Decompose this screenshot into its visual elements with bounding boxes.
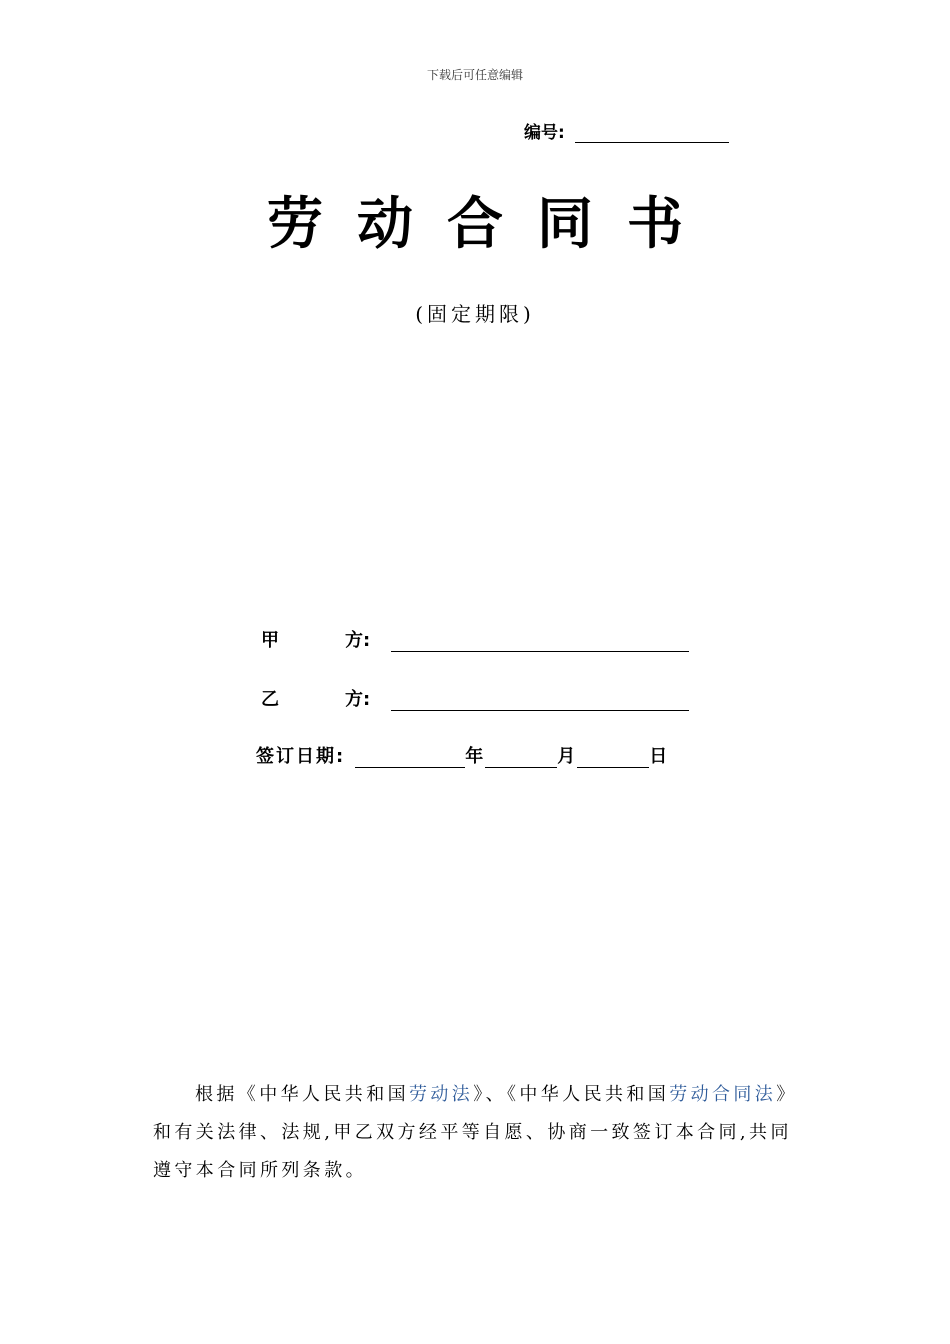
month-blank[interactable] (485, 747, 557, 768)
day-blank[interactable] (577, 747, 649, 768)
party-a-label: 甲 (261, 630, 279, 651)
labor-law-link[interactable]: 劳动法 (409, 1084, 474, 1105)
party-a-colon: 方: (345, 630, 371, 651)
sign-date-row (256, 742, 669, 768)
labor-contract-law-link[interactable]: 劳动合同法 (669, 1084, 777, 1105)
month-label: 月 (557, 746, 578, 767)
party-b-blank[interactable] (391, 690, 689, 711)
document-title: 劳动合同书 (267, 192, 717, 257)
year-label: 年 (465, 746, 486, 767)
day-label: 日 (649, 746, 670, 767)
preamble-text-1: 根据《中华人民共和国 (195, 1084, 409, 1105)
party-b-row (261, 685, 689, 711)
party-b-colon: 方: (345, 689, 371, 710)
serial-number (524, 118, 729, 143)
year-blank[interactable] (355, 747, 465, 768)
serial-blank[interactable] (575, 124, 729, 143)
sign-date-label: 签订日期: (256, 746, 346, 767)
preamble-text-3: 》和有关法律、法规,甲乙双方经平等自愿、协商一致签订本合同,共同遵守本合同所列条款。 (153, 1084, 798, 1181)
party-a-blank[interactable] (391, 631, 689, 652)
header-note: 下载后可任意编辑 (426, 68, 523, 82)
preamble-paragraph (153, 1076, 808, 1190)
party-a-row (261, 626, 689, 652)
document-subtitle: (固定期限) (415, 302, 535, 326)
party-b-label: 乙 (261, 689, 279, 710)
serial-label: 编号: (524, 123, 565, 143)
preamble-text-2: 》、《中华人民共和国 (473, 1084, 670, 1105)
